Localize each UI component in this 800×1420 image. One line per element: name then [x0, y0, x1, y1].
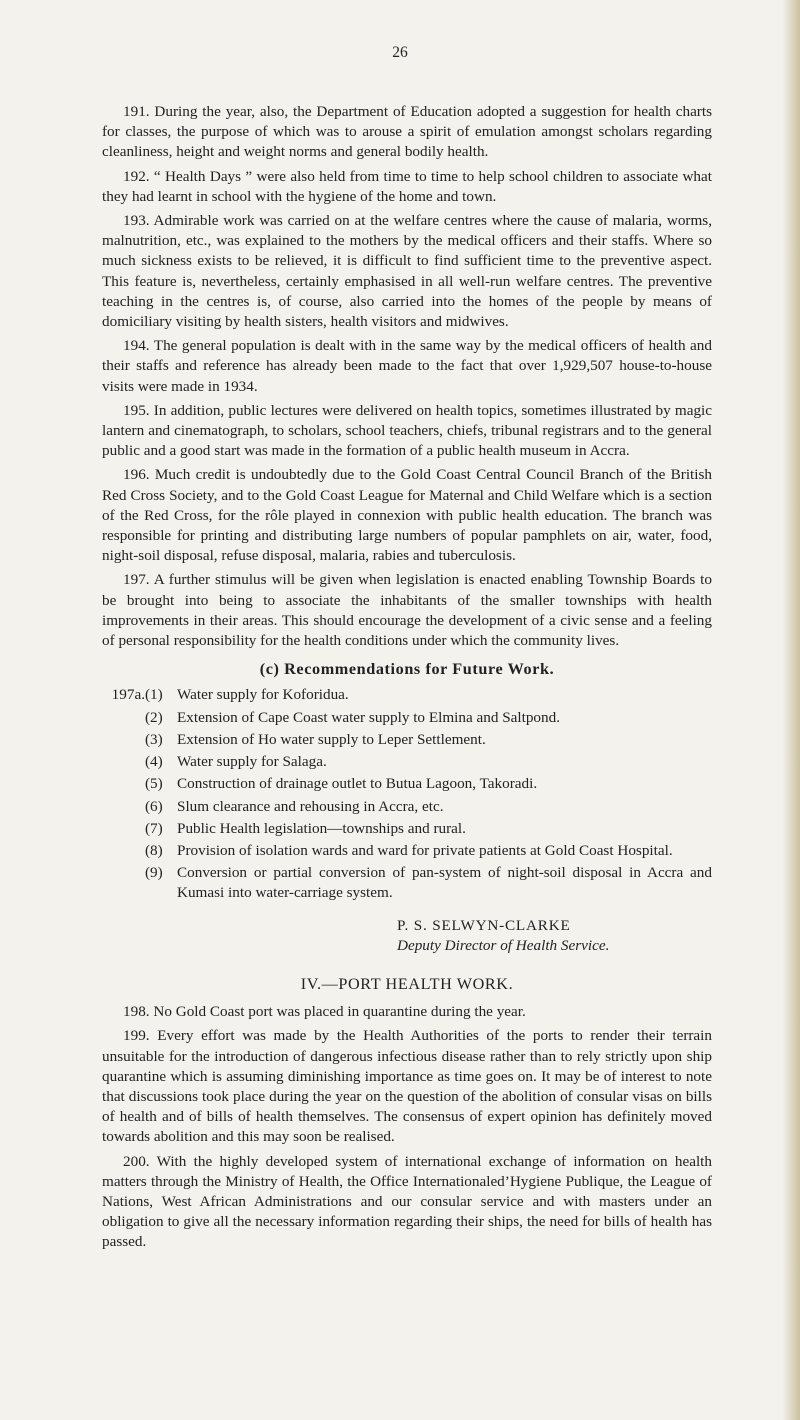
- list-item-text: Conversion or partial conversion of pan-system of night-soil disposal in Accra and Kumasi into water-carriage system.: [177, 864, 712, 902]
- list-item-number: (8): [145, 841, 163, 859]
- paragraph-193: 193. Admirable work was carried on at the welfare centres where the cause of malaria, worms, malnutrition, etc., was explained to the mothers by the medical officers and their staffs. Where so much sickness exists to be relieved, it is difficult to find sufficient time to the preventive aspect. This feature is, nevertheless, certainly emphasised in all well-run welfare centres. The preventive teaching in the centres is, of course, also carried into the homes of the people by means of domiciliary visiting by health sisters, health visitors and midwives.: [102, 212, 712, 331]
- list-item-text: Slum clearance and rehousing in Accra, etc.: [177, 797, 444, 815]
- paragraph-200: 200. With the highly developed system of international exchange of information on health matters through the Ministry of Health, the Office Internationaled’Hygiene Publique, the League of Nations, West African Administrations and our consular service and with masters under an obligation to give all the necessary information regarding their ships, the need for bills of health has passed.: [102, 1152, 712, 1251]
- paragraph-194: 194. The general population is dealt with in the same way by the medical officers of health and their staffs and reference has already been made to the fact that over 1,929,507 house-to-house visits were made in 1934.: [102, 337, 712, 395]
- list-item: [102, 819, 712, 839]
- list-item-number: (2): [145, 708, 163, 726]
- recommendations-heading: (c) Recommendations for Future Work.: [259, 660, 555, 679]
- list-item-number: (9): [145, 864, 163, 882]
- recommendations-list: [102, 685, 712, 903]
- list-item-text: Water supply for Salaga.: [177, 753, 327, 771]
- list-item: [102, 797, 712, 817]
- list-item: [102, 685, 712, 705]
- list-item-number: (1): [145, 686, 163, 704]
- paragraph-196: 196. Much credit is undoubtedly due to the Gold Coast Central Council Branch of the British Red Cross Society, and to the Gold Coast League for Maternal and Child Welfare which is a section of the Red Cross, for the rôle played in connexion with public health education. The branch was responsible for printing and distributing large numbers of popular pamphlets on air, water, food, night-soil disposal, refuse disposal, malaria, rabies and tuberculosis.: [102, 466, 712, 565]
- list-item: [102, 752, 712, 772]
- paragraph-195: 195. In addition, public lectures were delivered on health topics, sometimes illustrated by magic lantern and cinematograph, to scholars, school teachers, chiefs, tribunal registrars and to the general public and a good start was made in the formation of a public health museum in Accra.: [102, 401, 712, 460]
- list-item-text: Construction of drainage outlet to Butua Lagoon, Takoradi.: [177, 775, 538, 793]
- list-item-number: (3): [145, 730, 163, 748]
- list-item-text: Public Health legislation—townships and rural.: [177, 819, 466, 837]
- page-number: 26: [392, 44, 408, 61]
- list-item-number: (4): [145, 753, 163, 771]
- list-item: [102, 708, 712, 728]
- paragraph-199: 199. Every effort was made by the Health Authorities of the ports to render their terrain unsuitable for the introduction of dangerous infectious disease rather than to rely strictly upon ship quarantine which is assuming diminishing importance as time goes on. It may be of interest to note that discussions took place during the year on the question of the abolition of consular visas on bills of health and of bills of health themselves. The consensus of expert opinion has definitely moved towards abolition and this may soon be realised.: [102, 1027, 712, 1146]
- list-item: [102, 841, 712, 861]
- list-item-text: Extension of Ho water supply to Leper Settlement.: [177, 730, 486, 748]
- list-item-text: Extension of Cape Coast water supply to Elmina and Saltpond.: [177, 708, 561, 726]
- paragraph-197: 197. A further stimulus will be given when legislation is enacted enabling Township Boards to be brought into being to associate the inhabitants of the smaller townships with health improvements in their areas. This should encourage the development of a civic sense and a feeling of personal responsibility for the health conditions under which the community lives.: [102, 571, 712, 650]
- paragraph-191: 191. During the year, also, the Department of Education adopted a suggestion for health charts for classes, the purpose of which was to arouse a spirit of emulation amongst scholars regarding cleanliness, height and weight norms and general bodily health.: [102, 103, 712, 161]
- signature-name: P. S. SELWYN-CLARKE: [397, 916, 571, 934]
- paragraph-192: 192. “ Health Days ” were also held from time to time to help school children to associate what they had learnt in school with the hygiene of the home and town.: [102, 167, 712, 205]
- recommendations-lead-label: 197a.: [111, 686, 145, 704]
- list-item: [102, 863, 712, 903]
- signature-block: [102, 916, 712, 956]
- list-item-text: Water supply for Koforidua.: [177, 686, 349, 704]
- document-body: [102, 102, 712, 1257]
- section-heading: IV.—PORT HEALTH WORK.: [300, 974, 514, 993]
- signature-title: Deputy Director of Health Service.: [397, 936, 610, 954]
- list-item-number: (6): [145, 797, 163, 815]
- list-item: [102, 730, 712, 750]
- list-item: [102, 774, 712, 794]
- paragraph-198: 198. No Gold Coast port was placed in quarantine during the year.: [123, 1003, 526, 1021]
- page-edge-shading: [782, 0, 800, 1420]
- list-item-text: Provision of isolation wards and ward for private patients at Gold Coast Hospital.: [177, 841, 673, 859]
- list-item-number: (5): [145, 775, 163, 793]
- list-item-number: (7): [145, 819, 163, 837]
